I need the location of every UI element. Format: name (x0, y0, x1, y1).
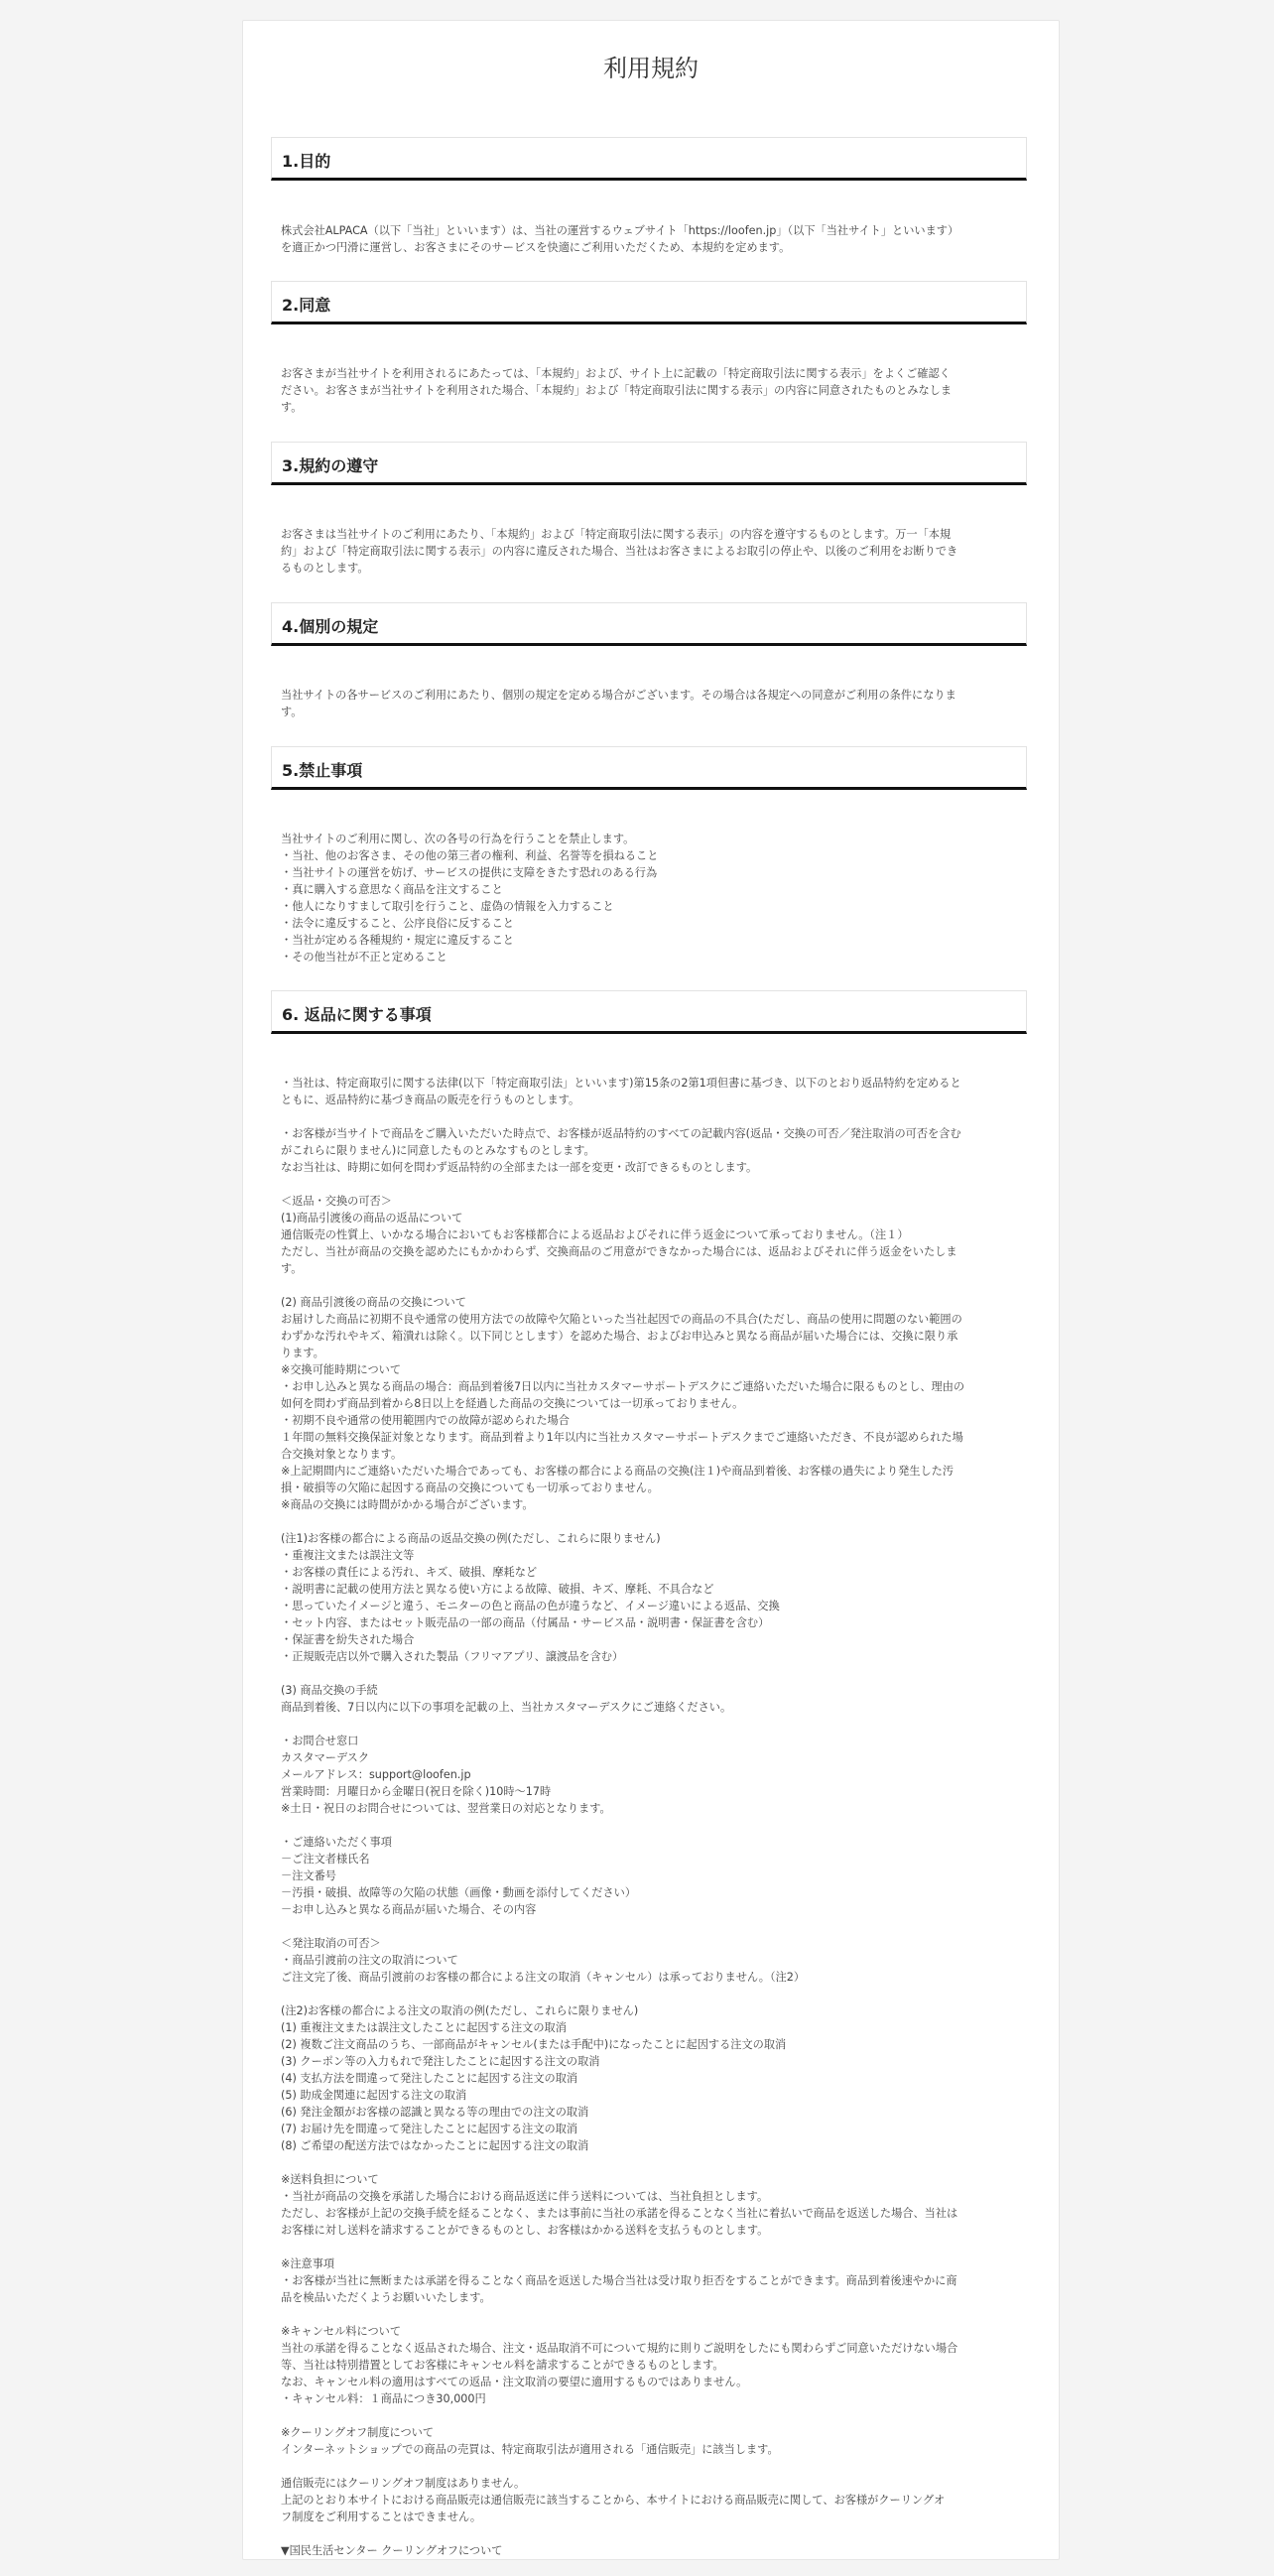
section-5-text: 当社サイトのご利用に関し、次の各号の行為を行うことを禁止します。 ・当社、他のお客さま、その他の第三者の権利、利益、名誉等を損ねること ・当社サイトの運営を妨げ、サービスの提供に支障をきたす恐れのある行為 ・真に購入する意思なく商品を注文すること ・他人になりすまして取引を行うこと、虚偽の情報を入力すること ・法令に違反すること、公序良俗に反すること ・当社が定める各種規約・規定に違反すること ・その他当社が不正と定めること (281, 833, 659, 964)
section-4-heading-text: 4.個別の規定 (282, 617, 379, 636)
section-1-body (281, 205, 1020, 273)
section-2-body (281, 348, 1020, 433)
terms-card (242, 20, 1060, 2560)
section-1-text: 株式会社ALPACA（以下「当社」といいます）は、当社の運営するウェブサイト「https://loofen.jp」（以下「当社サイト」といいます） を適正かつ円滑に運営し、お客さまにそのサービスを快適にご利用いただくため、本規約を定めます。 (281, 224, 959, 254)
section-4-body (281, 670, 1020, 737)
section-4-text: 当社サイトの各サービスのご利用にあたり、個別の規定を定める場合がございます。その場合は各規定への同意がご利用の条件になりま す。 (281, 689, 956, 718)
section-1-heading-text: 1.目的 (282, 152, 331, 171)
section-6-body (281, 1058, 1020, 2576)
page-title: 利用規約 (603, 55, 699, 82)
section-3-heading-text: 3.規約の遵守 (282, 456, 379, 475)
section-1-heading (271, 137, 1027, 181)
section-4-heading (271, 602, 1027, 646)
section-2-heading (271, 281, 1027, 324)
section-6-text: ・当社は、特定商取引に関する法律(以下「特定商取引法」といいます)第15条の2第1項但書に基づき、以下のとおり返品特約を定めると ともに、返品特約に基づき商品の販売を行うものとします。 ・お客様が当サイトで商品をご購入いただいた時点で、お客様が返品特約のすべての記載内容(返品・交換の可否／発注取消の可否を含む がこれらに限りません)に同意したものとみなすものとします。 なお当社は、時期に如何を問わず返品特約の全部または一部を変更・改訂できるものとします。 ＜返品・交換の可否＞ (1)商品引渡後の商品の返品について 通信販売の性質上、いかなる場合においてもお客様都合による返品およびそれに伴う返金について承っておりません。（注１） ただし、当社が商品の交換を認めたにもかかわらず、交換商品のご用意ができなかった場合には、返品およびそれに伴う返金をいたしま す。 (2) 商品引渡後の商品の交換について お届けした商品に初期不良や通常の使用方法での故障や欠陥といった当社起因での商品の不具合(ただし、商品の使用に問題のない範囲の わずかな汚れやキズ、箱潰れは除く。以下同じとします）を認めた場合、およびお申込みと異なる商品が届いた場合には、交換に限り承 ります。 ※交換可能時期について ・お申し込みと異なる商品の場合：商品到着後7日以内に当社カスタマーサポートデスクにご連絡いただいた場合に限るものとし、理由の 如何を問わず商品到着から8日以上を経過した商品の交換については一切承っておりません。 ・初期不良や通常の使用範囲内での故障が認められた場合 １年間の無料交換保証対象となります。商品到着より1年以内に当社カスタマーサポートデスクまでご連絡いただき、不良が認められた場 合交換対象となります。 ※上記期間内にご連絡いただいた場合であっても、お客様の都合による商品の交換(注１)や商品到着後、お客様の過失により発生した汚 損・破損等の欠陥に起因する商品の交換についても一切承っておりません。 ※商品の交換には時間がかかる場合がございます。 (注1)お客様の都合による商品の返品交換の例(ただし、これらに限りません) ・重複注文または誤注文等 ・お客様の責任による汚れ、キズ、破損、摩耗など ・説明書に記載の使用方法と異なる使い方による故障、破損、キズ、摩耗、不具合など ・思っていたイメージと違う、モニターの色と商品の色が違うなど、イメージ違いによる返品、交換 ・セット内容、またはセット販売品の一部の商品（付属品・サービス品・説明書・保証書を含む） ・保証書を紛失された場合 ・正規販売店以外で購入された製品（フリマアプリ、譲渡品を含む） (3) 商品交換の手続 商品到着後、7日以内に以下の事項を記載の上、当社カスタマーデスクにご連絡ください。 ・お問合せ窓口 カスタマーデスク メールアドレス：support@loofen.jp 営業時間：月曜日から金曜日(祝日を除く)10時～17時 ※土日・祝日のお問合せについては、翌営業日の対応となります。 ・ご連絡いただく事項 －ご注文者様氏名 －注文番号 －汚損・破損、故障等の欠陥の状態（画像・動画を添付してください） －お申し込みと異なる商品が届いた場合、その内容 ＜発注取消の可否＞ ・商品引渡前の注文の取消について ご注文完了後、商品引渡前のお客様の都合による注文の取消（キャンセル）は承っておりません。（注2） (注2)お客様の都合による注文の取消の例(ただし、これらに限りません) (1) 重複注文または誤注文したことに起因する注文の取消 (2) 複数ご注文商品のうち、一部商品がキャンセル(または手配中)になったことに起因する注文の取消 (3) クーポン等の入力もれで発注したことに起因する注文の取消 (4) 支払方法を間違って発注したことに起因する注文の取消 (5) 助成金関連に起因する注文の取消 (6) 発注金額がお客様の認識と異なる等の理由での注文の取消 (7) お届け先を間違って発注したことに起因する注文の取消 (8) ご希望の配送方法ではなかったことに起因する注文の取消 ※送料負担について ・当社が商品の交換を承諾した場合における商品返送に伴う送料については、当社負担とします。 ただし、お客様が上記の交換手続を経ることなく、または事前に当社の承諾を得ることなく当社に着払いで商品を返送した場合、当社は お客様に対し送料を請求することができるものとし、お客様はかかる送料を支払うものとします。 ※注意事項 ・お客様が当社に無断または承諾を得ることなく商品を返送した場合当社は受け取り拒否をすることができます。商品到着後速やかに商 品を検品いただくようお願いいたします。 ※キャンセル料について 当社の承諾を得ることなく返品された場合、注文・返品取消不可について規約に則りご説明をしたにも関わらずご同意いただけない場合 等、当社は特別措置としてお客様にキャンセル料を請求することができるものとします。 なお、キャンセル料の適用はすべての返品・注文取消の要望に適用するものではありません。 ・キャンセル料：１商品につき30,000円 ※クーリングオフ制度について インターネットショップでの商品の売買は、特定商取引法が適用される「通信販売」に該当します。 通信販売にはクーリングオフ制度はありません。 上記のとおり本サイトにおける商品販売は通信販売に該当することから、本サイトにおける商品販売に関して、お客様がクーリングオ フ制度をご利用することはできません。 ▼国民生活センター クーリングオフについて (281, 1077, 965, 2557)
section-6-heading (271, 990, 1027, 1034)
section-5-heading-text: 5.禁止事項 (282, 761, 363, 780)
section-3-heading (271, 442, 1027, 485)
section-3-body (281, 509, 1020, 593)
section-5-heading (271, 746, 1027, 790)
section-3-text: お客さまは当社サイトのご利用にあたり、「本規約」および「特定商取引法に関する表示」の内容を遵守するものとします。万一「本規 約」および「特定商取引法に関する表示」の内容に違反された場合、当社はお客さまによるお取引の停止や、以後のご利用をお断りでき るものとします。 (281, 528, 958, 575)
section-5-body (281, 814, 1020, 982)
section-6-heading-text: 6. 返品に関する事項 (282, 1005, 432, 1024)
section-2-text: お客さまが当社サイトを利用されるにあたっては、「本規約」および、サイト上に記載の「特定商取引法に関する表示」をよくご確認く ださい。お客さまが当社サイトを利用された場合、「本規約」および「特定商取引法に関する表示」の内容に同意されたものとみなしま す。 (281, 367, 953, 414)
section-2-heading-text: 2.同意 (282, 296, 331, 315)
